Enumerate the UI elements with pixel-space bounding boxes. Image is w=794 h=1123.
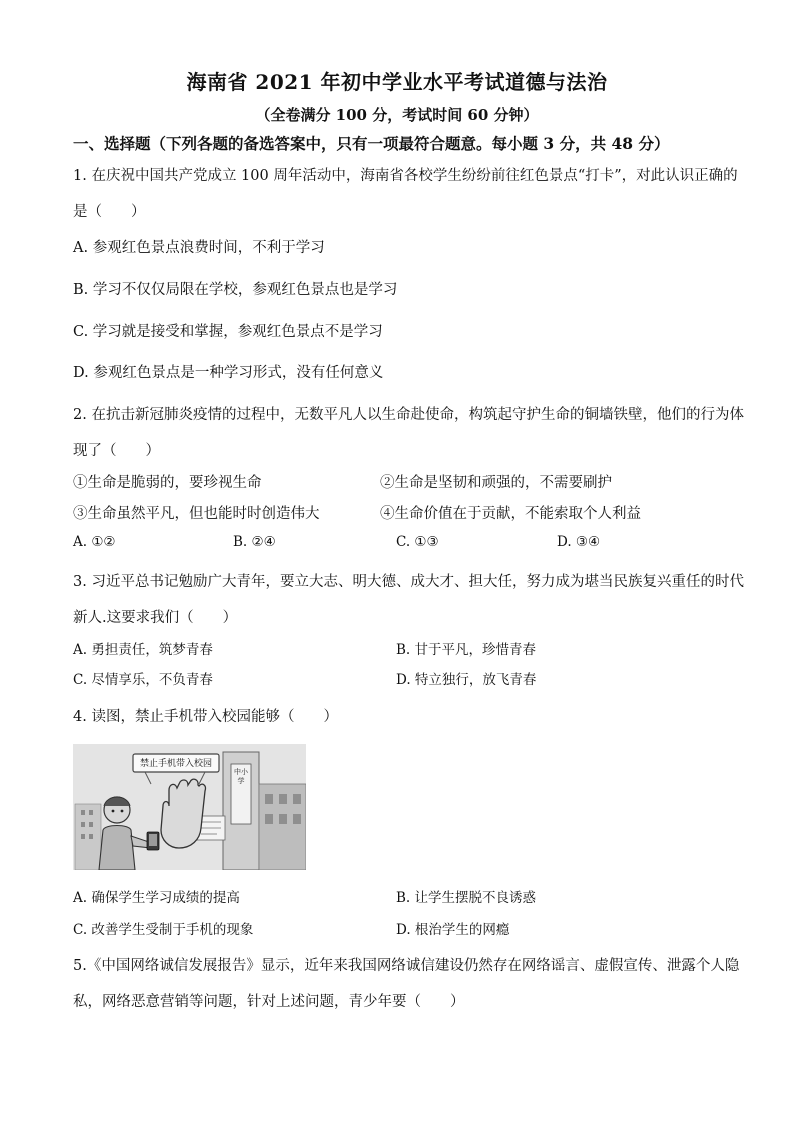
q2-statement-2: ②生命是坚韧和顽强的，不需要刷护 — [380, 475, 612, 491]
q2-stem-line-2: 现了（ ） — [73, 443, 160, 459]
q2-stem-line-1: 2. 在抗击新冠肺炎疫情的过程中，无数平凡人以生命赴使命，构筑起守护生命的铜墙铁壁，他们的行为体 — [73, 407, 744, 423]
q2-option-b: B. ②④ — [233, 534, 276, 550]
q3-option-c: C. 尽情享乐，不负青春 — [73, 672, 213, 688]
q4-option-a: A. 确保学生学习成绩的提高 — [73, 890, 240, 906]
q2-statement-1: ①生命是脆弱的，要珍视生命 — [73, 475, 262, 491]
page-subtitle: （全卷满分 100 分，考试时间 60 分钟） — [255, 106, 539, 124]
page-title: 海南省 2021 年初中学业水平考试道德与法治 — [186, 70, 608, 94]
q5-stem-line-1: 5.《中国网络诚信发展报告》显示，近年来我国网络诚信建设仍然存在网络谣言、虚假宣传、泄露个人隐 — [73, 958, 740, 974]
q1-option-b: B. 学习不仅仅局限在学校，参观红色景点也是学习 — [73, 282, 398, 298]
q3-stem-line-2: 新人.这要求我们（ ） — [73, 610, 238, 626]
q2-statement-4: ④生命价值在于贡献，不能索取个人利益 — [380, 506, 641, 522]
q4-gate-text: 中小学 — [234, 768, 248, 785]
q3-option-d: D. 特立独行，放飞青春 — [396, 672, 537, 688]
q4-sign-text: 禁止手机带入校园 — [139, 759, 212, 769]
q1-option-a: A. 参观红色景点浪费时间，不利于学习 — [73, 240, 325, 256]
section-heading: 一、选择题（下列各题的备选答案中，只有一项最符合题意。每小题 3 分，共 48 分） — [73, 134, 670, 153]
q1-option-d: D. 参观红色景点是一种学习形式，没有任何意义 — [73, 365, 384, 381]
q4-option-d: D. 根治学生的网瘾 — [396, 922, 510, 938]
q4-option-c: C. 改善学生受制于手机的现象 — [73, 922, 254, 938]
q3-option-b: B. 甘于平凡，珍惜青春 — [396, 642, 537, 658]
q1-stem-line-1: 1. 在庆祝中国共产党成立 100 周年活动中，海南省各校学生纷纷前往红色景点“打卡”，对此认识正确的 — [73, 168, 738, 184]
q2-option-d: D. ③④ — [557, 534, 601, 550]
q3-stem-line-1: 3. 习近平总书记勉励广大青年，要立大志、明大德、成大才、担大任，努力成为堪当民族复兴重任的时代 — [73, 574, 744, 590]
q1-option-c: C. 学习就是接受和掌握，参观红色景点不是学习 — [73, 324, 383, 340]
q2-option-c: C. ①③ — [396, 534, 439, 550]
q4-cartoon-image — [73, 744, 306, 870]
q4-stem: 4. 读图，禁止手机带入校园能够（ ） — [73, 709, 338, 725]
q3-option-a: A. 勇担责任，筑梦青春 — [73, 642, 213, 658]
q5-stem-line-2: 私，网络恶意营销等问题，针对上述问题，青少年要（ ） — [73, 994, 465, 1010]
q2-option-a: A. ①② — [73, 534, 116, 550]
q2-statement-3: ③生命虽然平凡，但也能时时创造伟大 — [73, 506, 320, 522]
q4-option-b: B. 让学生摆脱不良诱惑 — [396, 890, 537, 906]
q1-stem-line-2: 是（ ） — [73, 204, 146, 220]
